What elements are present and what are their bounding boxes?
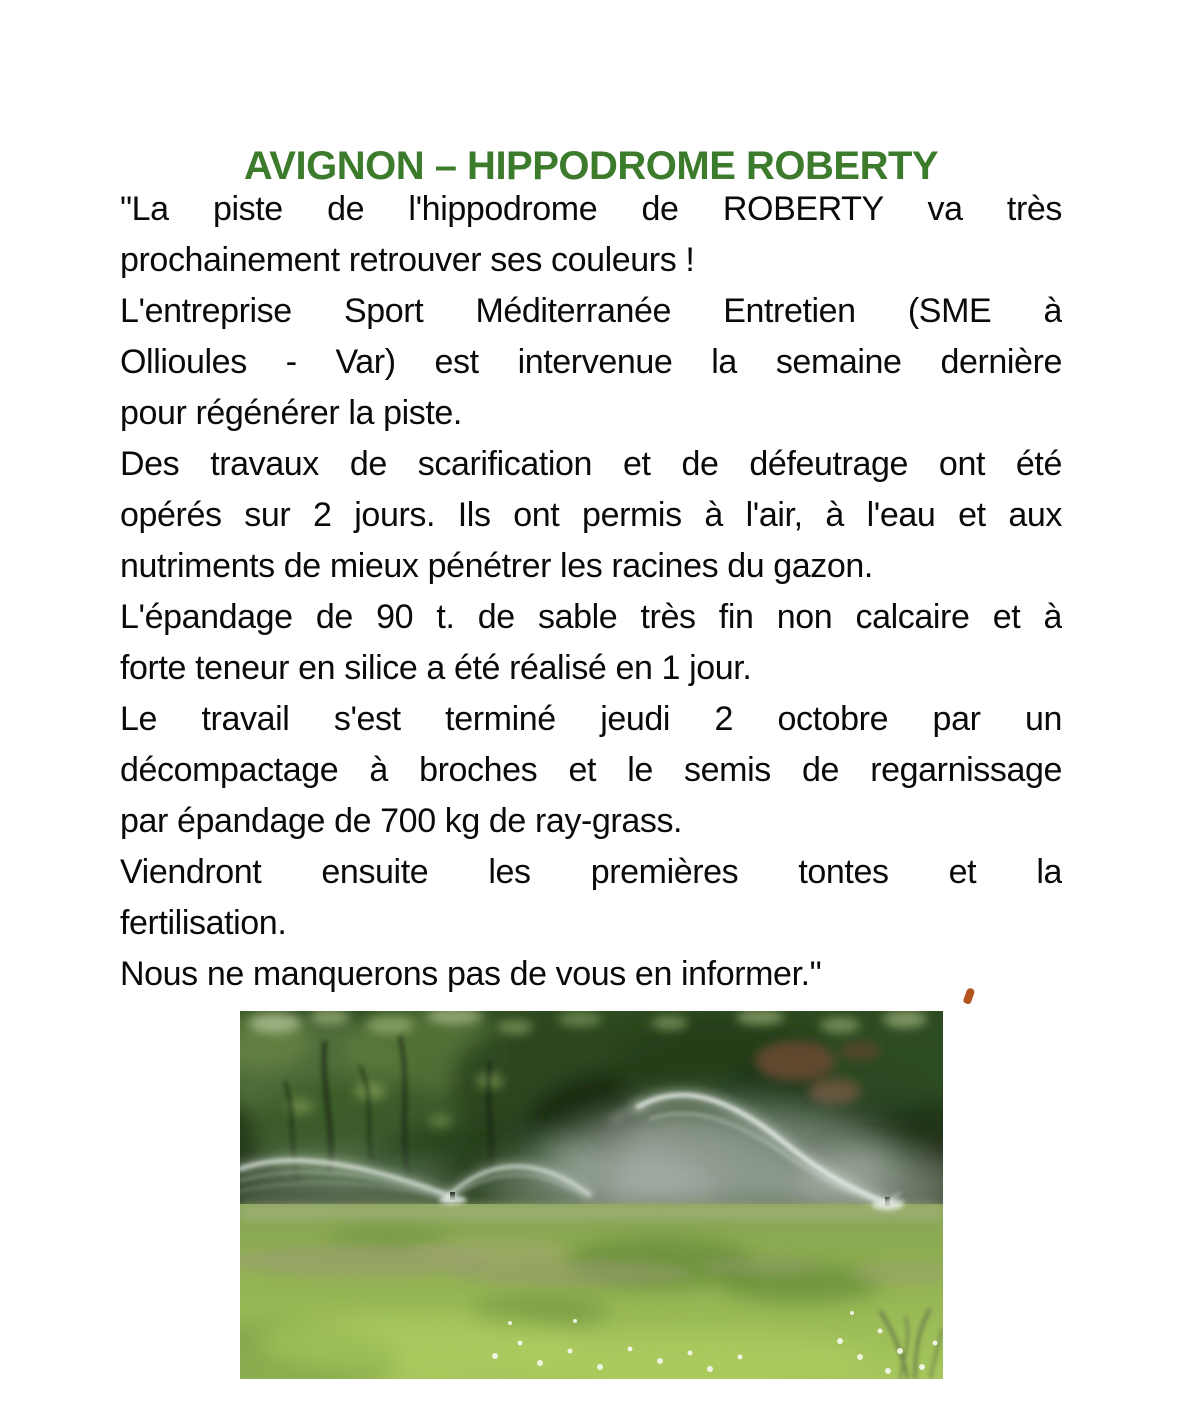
text-line: nutriments de mieux pénétrer les racines du gazon. (120, 547, 873, 585)
text-line: L'entreprise Sport Méditerranée Entretien (SME à (120, 292, 1062, 330)
text-line: "La piste de l'hippodrome de ROBERTY va très (120, 190, 1062, 228)
irrigation-photo (240, 1011, 943, 1379)
text-line: Le travail s'est terminé jeudi 2 octobre par un (120, 700, 1062, 738)
text-line: Ollioules - Var) est intervenue la semaine dernière (120, 343, 1062, 381)
page-title: AVIGNON – HIPPODROME ROBERTY (243, 143, 939, 188)
text-line: Viendront ensuite les premières tontes et la (120, 853, 1062, 891)
text-line: prochainement retrouver ses couleurs ! (120, 241, 695, 279)
text-line: L'épandage de 90 t. de sable très fin non calcaire et à (120, 598, 1062, 636)
text-line: Des travaux de scarification et de défeutrage ont été (120, 445, 1062, 483)
text-line: décompactage à broches et le semis de regarnissage (120, 751, 1062, 789)
text-line: Nous ne manquerons pas de vous en informer." (120, 955, 822, 993)
text-line: forte teneur en silice a été réalisé en 1 jour. (120, 649, 752, 687)
article-body (120, 184, 1062, 1000)
grass-field (240, 1204, 943, 1379)
text-line: opérés sur 2 jours. Ils ont permis à l'air, à l'eau et aux (120, 496, 1062, 534)
text-line: par épandage de 700 kg de ray-grass. (120, 802, 683, 840)
text-line: pour régénérer la piste. (120, 394, 462, 432)
text-line: fertilisation. (120, 904, 287, 942)
